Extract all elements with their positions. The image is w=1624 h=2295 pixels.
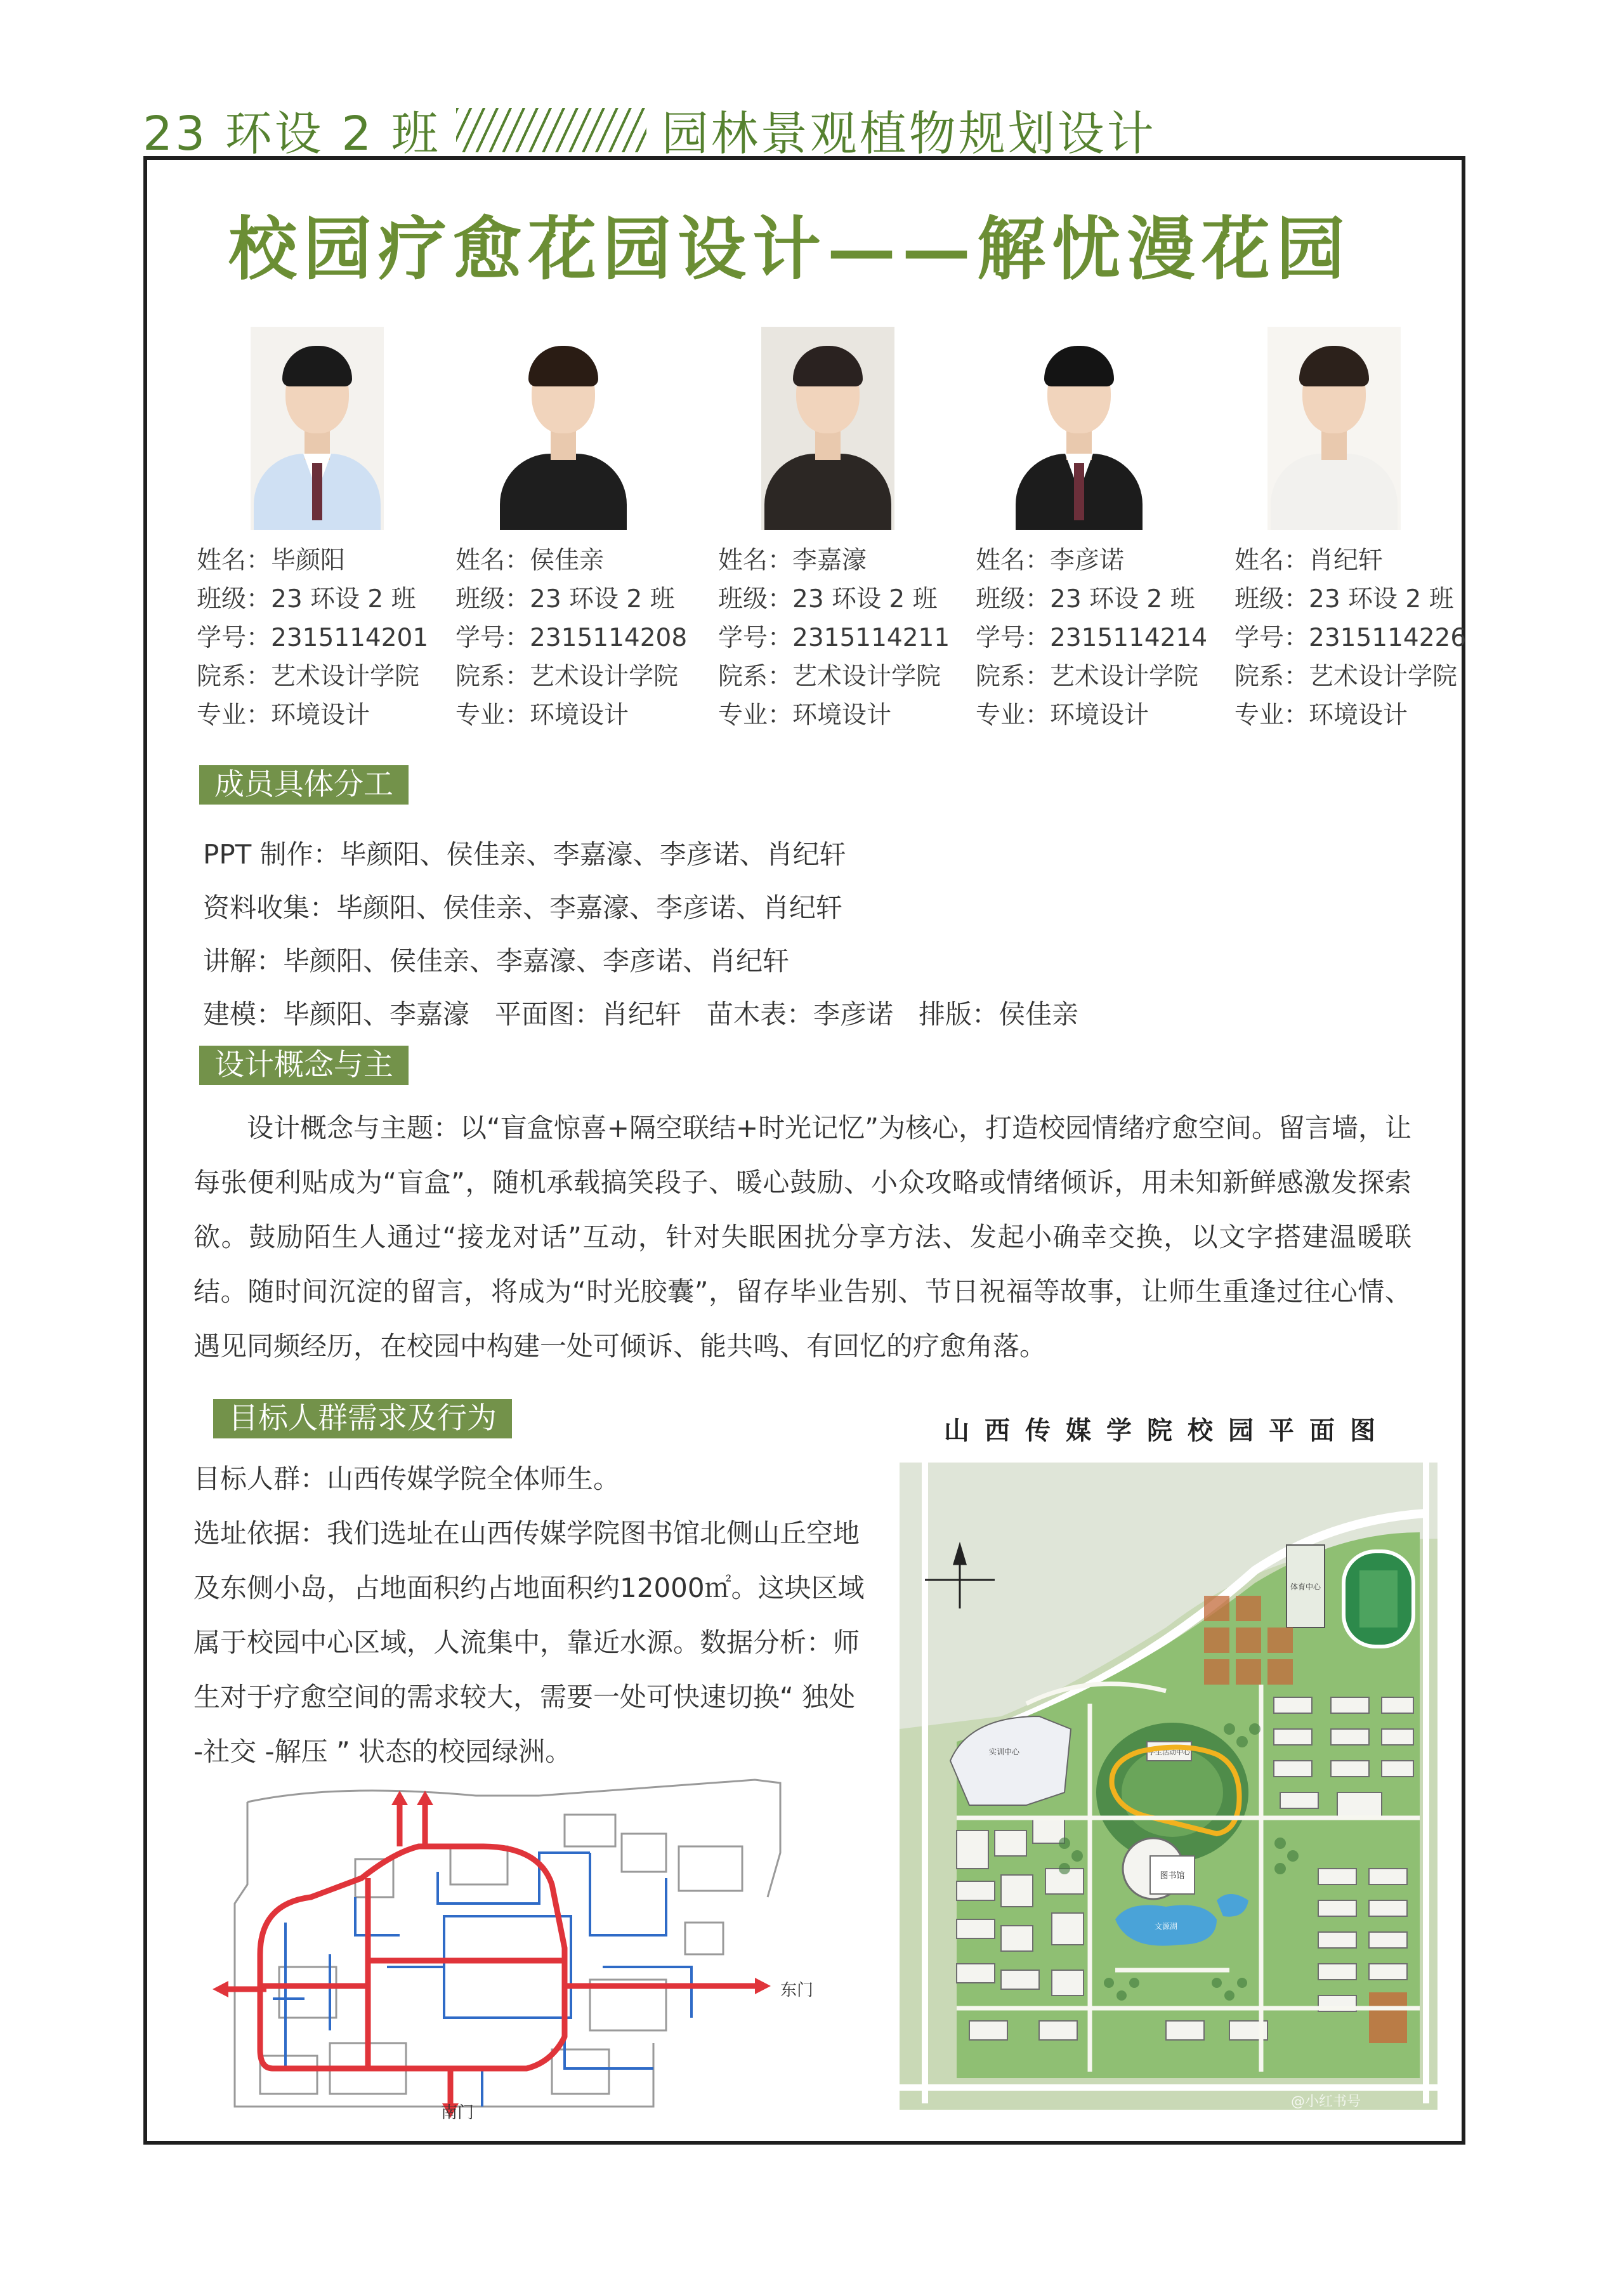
- hatch-divider: [456, 108, 646, 152]
- south-gate-label: 南门: [441, 2103, 475, 2119]
- member-list: [190, 327, 1472, 746]
- training-label: 实训中心: [988, 1747, 1020, 1756]
- section-tag-target: 目标人群需求及行为: [213, 1399, 512, 1438]
- member-id: 学号：2315114211: [718, 624, 950, 652]
- member-name: 姓名：毕颜阳: [197, 546, 346, 575]
- target-text: [193, 1452, 866, 1779]
- member-card: [969, 327, 1223, 746]
- member-id: 学号：2315114226: [1234, 624, 1467, 652]
- watermark: @小红书号: [1291, 2094, 1361, 2110]
- lake-label: 文源湖: [1154, 1922, 1178, 1931]
- member-photo: [1267, 327, 1401, 530]
- member-class: 班级：23 环设 2 班: [718, 585, 938, 614]
- campus-plan-map: [900, 1463, 1437, 2110]
- member-dept: 院系：艺术设计学院: [455, 662, 679, 691]
- class-label: 23 环设 2 班: [143, 107, 441, 161]
- target-group: 目标人群：山西传媒学院全体师生。: [193, 1463, 620, 1494]
- member-photo: [1012, 327, 1146, 530]
- member-card: [449, 327, 703, 746]
- member-dept: 院系：艺术设计学院: [718, 662, 941, 691]
- east-gate-label: 东门: [780, 1981, 814, 2000]
- concept-paragraph: 设计概念与主题：以“盲盒惊喜+隔空联结+时光记忆”为核心，打造校园情绪疗愈空间。留言墙，让每张便利贴成为“盲盒”，随机承载搞笑段子、暖心鼓励、小众攻略或情绪倾诉，用未知新鲜感激发探索欲。鼓励陌生人通过“接龙对话”互动，针对失眠困扰分享方法、发起小确幸交换，以文字搭建温暖联结。随时间沉淀的留言，将成为“时光胶囊”，留存毕业告别、节日祝福等故事，让师生重逢过往心情、遇见同频经历，在校园中构建一处可倾诉、能共鸣、有回忆的疗愈角落。: [193, 1112, 1411, 1362]
- member-id: 学号：2315114208: [455, 624, 688, 652]
- section-tag-duty: 成员具体分工: [199, 765, 409, 805]
- member-major: 专业：环境设计: [718, 701, 892, 730]
- member-name: 姓名：侯佳亲: [455, 546, 605, 575]
- member-name: 姓名：肖纪轩: [1234, 546, 1384, 575]
- campus-plan: [882, 1396, 1453, 2119]
- student-center-label: 学生活动中心: [1148, 1748, 1190, 1756]
- member-name: 姓名：李嘉濠: [718, 546, 867, 575]
- member-id: 学号：2315114201: [197, 624, 429, 652]
- member-major: 专业：环境设计: [197, 701, 370, 730]
- course-title: 园林景观植物规划设计: [661, 107, 1156, 161]
- member-major: 专业：环境设计: [1234, 701, 1408, 730]
- member-class: 班级：23 环设 2 班: [197, 585, 416, 614]
- member-dept: 院系：艺术设计学院: [1234, 662, 1458, 691]
- duty-speech: 讲解：毕颜阳、侯佳亲、李嘉濠、李彦诺、肖纪轩: [203, 945, 790, 977]
- campus-plan-title: 山西传媒学院校园平面图: [944, 1416, 1391, 1445]
- duty-research: 资料收集：毕颜阳、侯佳亲、李嘉濠、李彦诺、肖纪轩: [203, 892, 843, 923]
- main-title: 校园疗愈花园设计——解忧漫花园: [228, 209, 1352, 289]
- circulation-map: [209, 1777, 863, 2119]
- duty-plan: 平面图：肖纪轩: [495, 999, 682, 1030]
- member-class: 班级：23 环设 2 班: [1234, 585, 1454, 614]
- duty-ppt: PPT 制作：毕颜阳、侯佳亲、李嘉濠、李彦诺、肖纪轩: [203, 839, 846, 870]
- library-label: 图书馆: [1160, 1871, 1185, 1881]
- member-id: 学号：2315114214: [976, 624, 1208, 652]
- site-rationale: 选址依据：我们选址在山西传媒学院图书馆北侧山丘空地及东侧小岛，占地面积约占地面积约12000㎡。这块区域属于校园中心区域，人流集中，靠近水源。数据分析：师生对于疗愈空间的需求较大，需要一处可快速切换“ 独处 -社交 -解压 ” 状态的校园绿洲。: [193, 1518, 865, 1767]
- member-major: 专业：环境设计: [455, 701, 629, 730]
- member-card: [190, 327, 444, 746]
- course-header: [143, 95, 1156, 165]
- member-class: 班级：23 环设 2 班: [976, 585, 1195, 614]
- member-dept: 院系：艺术设计学院: [976, 662, 1199, 691]
- member-dept: 院系：艺术设计学院: [197, 662, 420, 691]
- member-name: 姓名：李彦诺: [976, 546, 1125, 575]
- duty-plants: 苗木表：李彦诺: [707, 999, 894, 1030]
- duty-misc: [203, 988, 1408, 1041]
- member-major: 专业：环境设计: [976, 701, 1149, 730]
- member-class: 班级：23 环设 2 班: [455, 585, 675, 614]
- duty-layout: 排版：侯佳亲: [919, 999, 1079, 1030]
- duty-list: [203, 828, 1408, 1041]
- member-card: [1228, 327, 1482, 746]
- duty-modeling: 建模：毕颜阳、李嘉濠: [203, 999, 470, 1030]
- member-photo: [497, 327, 630, 530]
- sports-label: 体育中心: [1290, 1582, 1321, 1591]
- member-card: [712, 327, 966, 746]
- member-photo: [761, 327, 894, 530]
- section-tag-concept: 设计概念与主: [199, 1046, 409, 1085]
- member-photo: [251, 327, 384, 530]
